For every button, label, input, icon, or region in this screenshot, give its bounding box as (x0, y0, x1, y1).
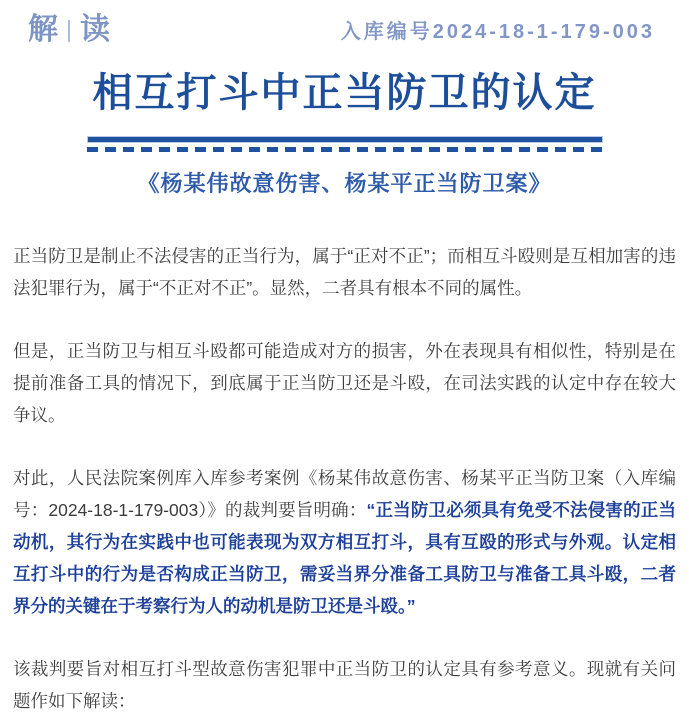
paragraph-1-text: 正当防卫是制止不法侵害的正当行为，属于“正对不正”；而相互斗殴则是互相加害的违法犯罪行为，属于“不正对不正”。显然，二者具有根本不同的属性。 (13, 246, 676, 298)
paragraph-2-text: 但是，正当防卫与相互斗殴都可能造成对方的损害，外在表现具有相似性，特别是在提前准备工具的情况下，到底属于正当防卫还是斗殴，在司法实践的认定中存在较大争议。 (13, 341, 676, 425)
section-label-right: 读 (79, 13, 111, 46)
section-label-separator: | (66, 16, 73, 42)
ruling-highlight-text: “正当防卫必须具有免受不法侵害的正当动机，其行为在实践中也可能表现为双方相互打斗，具有互殴的形式与外观。认定相互打斗中的行为是否构成正当防卫，需妥当界分准备工具防卫与准备工具斗殴，二者界分的关键在于考察行为人的动机是防卫还是斗殴。” (13, 500, 677, 616)
case-name-subtitle: 《杨某伟故意伤害、杨某平正当防卫案》 (137, 171, 552, 196)
divider-solid-line (87, 136, 603, 143)
section-label (28, 14, 111, 47)
paragraph-1 (13, 240, 676, 304)
page-title: 相互打斗中正当防卫的认定 (92, 71, 597, 115)
paragraph-4 (13, 653, 676, 717)
paragraph-4-text: 该裁判要旨对相互打斗型故意伤害犯罪中正当防卫的认定具有参考意义。现就有关问题作如下解读： (13, 659, 676, 711)
section-label-left: 解 (28, 13, 59, 46)
paragraph-2 (13, 335, 676, 431)
page-header (0, 0, 689, 47)
title-divider (87, 136, 603, 152)
paragraph-3 (13, 462, 676, 622)
divider-dashed-line (87, 147, 603, 152)
case-database-number: 入库编号2024-18-1-179-003 (340, 21, 655, 43)
article-body (0, 240, 689, 717)
paragraph-3-text: 对此，人民法院案例库入库参考案例《杨某伟故意伤害、杨某平正当防卫案（入库编号：2024-18-1-179-003）》的裁判要旨明确： (13, 468, 676, 520)
